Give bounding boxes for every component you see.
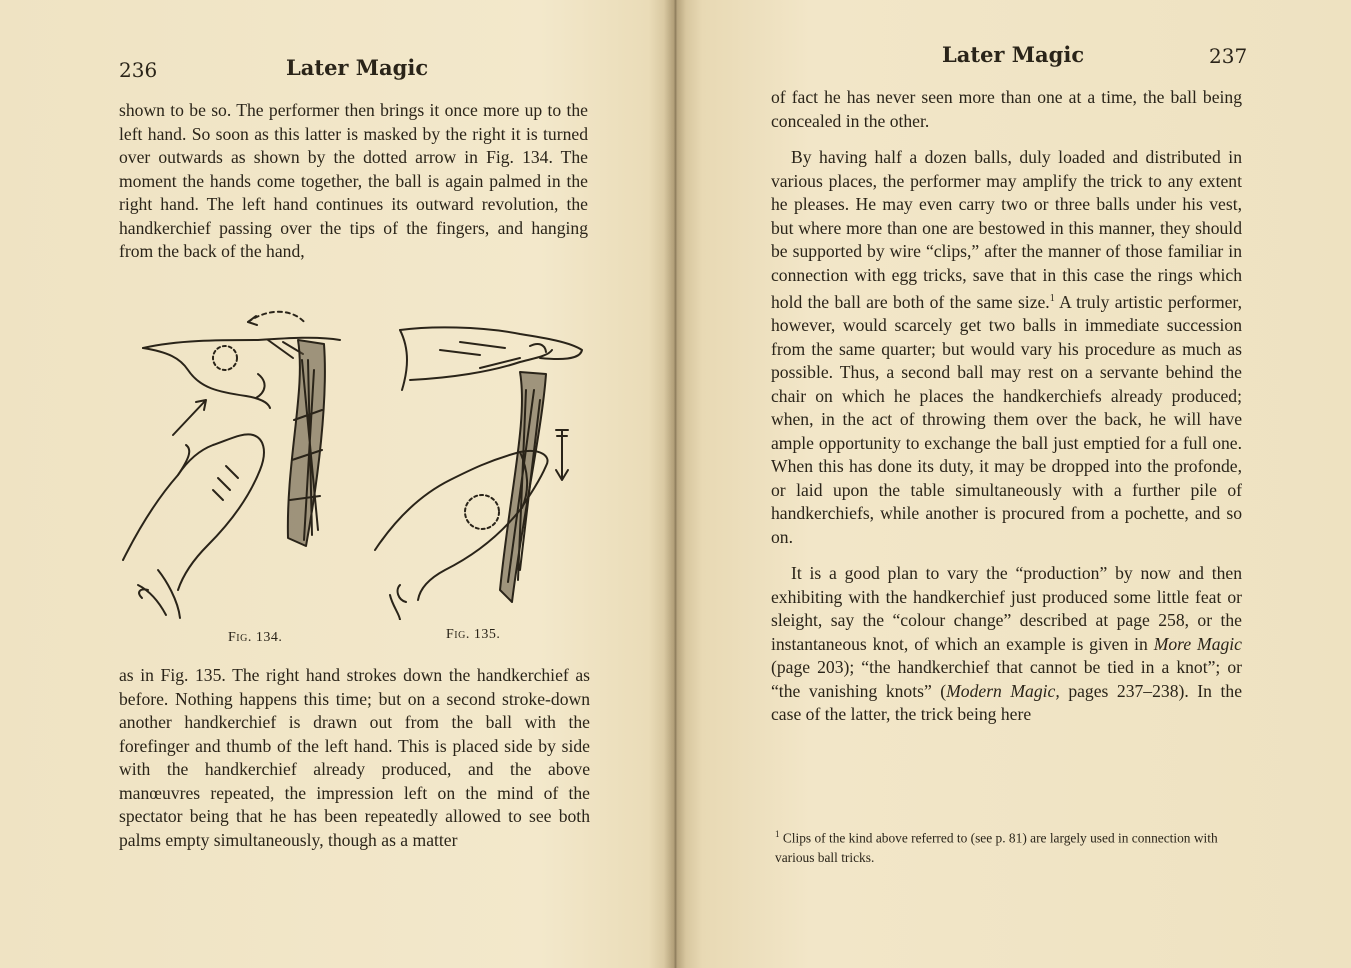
right-paragraph-3	[771, 562, 1242, 727]
right-paragraph-3-italic-more-magic: More Magic	[1153, 633, 1242, 654]
left-paragraph-top-text: shown to be so. The performer then brings it once more up to the left hand. So soon as this latter is masked by the right it is turned over outwards as shown by the dotted arrow in Fig. 134. The moment the hands come together, the ball is again palmed in the right hand. The left hand continues its outward revolution, the handkerchief passing over the tips of the fingers, and hanging from the back of the hand,	[119, 100, 588, 261]
figure-135-illustration	[370, 320, 590, 620]
left-paragraph-top	[119, 99, 588, 264]
footnote-mark: 1	[775, 829, 780, 839]
left-paragraph-bottom	[119, 664, 590, 852]
right-paragraph-2	[771, 146, 1242, 549]
right-paragraph-2-text: By having half a dozen balls, duly loaded and distributed in various places, the performer may amplify the trick to any extent he pleases. He may even carry two or three balls under his vest, but where more than one are bestowed in this manner, they should be supported by wire “clips,” after the manner of those familiar in connection with egg tricks, save that in this case the rings which hold the ball are both of the same size.	[771, 147, 1242, 312]
figure-135-caption: Fig. 135.	[446, 627, 501, 642]
footnote	[775, 824, 1247, 868]
footnote-reference-mark: 1	[1049, 293, 1055, 304]
right-text-block	[771, 86, 1242, 727]
figure-134-illustration	[118, 300, 348, 622]
right-paragraph-3-part-a: It is a good plan to vary the “production” by now and then exhibiting with the handkerchief just produced some little feat or sleight, say the “colour change” described at page 258, or the instantaneous knot, of which an example is given in	[771, 563, 1242, 654]
left-page-number: 236	[119, 58, 158, 82]
right-paragraph-3-part-b: (page 203); “the handkerchief that cannot be tied in a knot”; or “the vanishing knots” (	[771, 657, 1242, 701]
right-paragraph-3-part-c: pages 237–238). In the case of the latter, the trick being here	[771, 680, 1242, 725]
right-paragraph-3-italic-modern-magic: Modern Magic,	[946, 680, 1060, 701]
right-page	[676, 0, 1351, 968]
figure-134-caption: Fig. 134.	[228, 630, 283, 645]
left-paragraph-bottom-text: as in Fig. 135. The right hand strokes down the handkerchief as before. Nothing happens this time; but on a second stroke-down another handkerchief is drawn out from the ball with the forefinger and thumb of the left hand. This is placed side by side with the handkerchief already produced, and the above manœuvres repeated, the impression left on the mind of the spectator being that he has been repeatedly allowed to see both palms empty simultaneously, though as a matter	[119, 665, 590, 850]
left-running-head: Later Magic	[286, 55, 429, 80]
footnote-text: Clips of the kind above referred to (see p. 81) are largely used in connection with various ball tricks.	[775, 830, 1218, 866]
right-page-number: 237	[1209, 44, 1248, 68]
right-paragraph-2-continued: A truly artistic performer, however, would scarcely get two balls in immediate succession from the same quarter; but would vary his procedure as much as possible. Thus, a second ball may rest on a servante behind the chair on which he places the handkerchiefs already produced; when, in the act of throwing them over the back, he will have ample opportunity to exchange the ball just emptied for a full one. When this has done its duty, it may be dropped into the profonde, or laid upon the table simultaneously with a further pile of handkerchiefs, while another is procured from a pochette, and so on.	[771, 291, 1242, 547]
right-running-head: Later Magic	[942, 42, 1085, 67]
right-paragraph-1: of fact he has never seen more than one at a time, the ball being concealed in the other.	[771, 87, 1242, 131]
